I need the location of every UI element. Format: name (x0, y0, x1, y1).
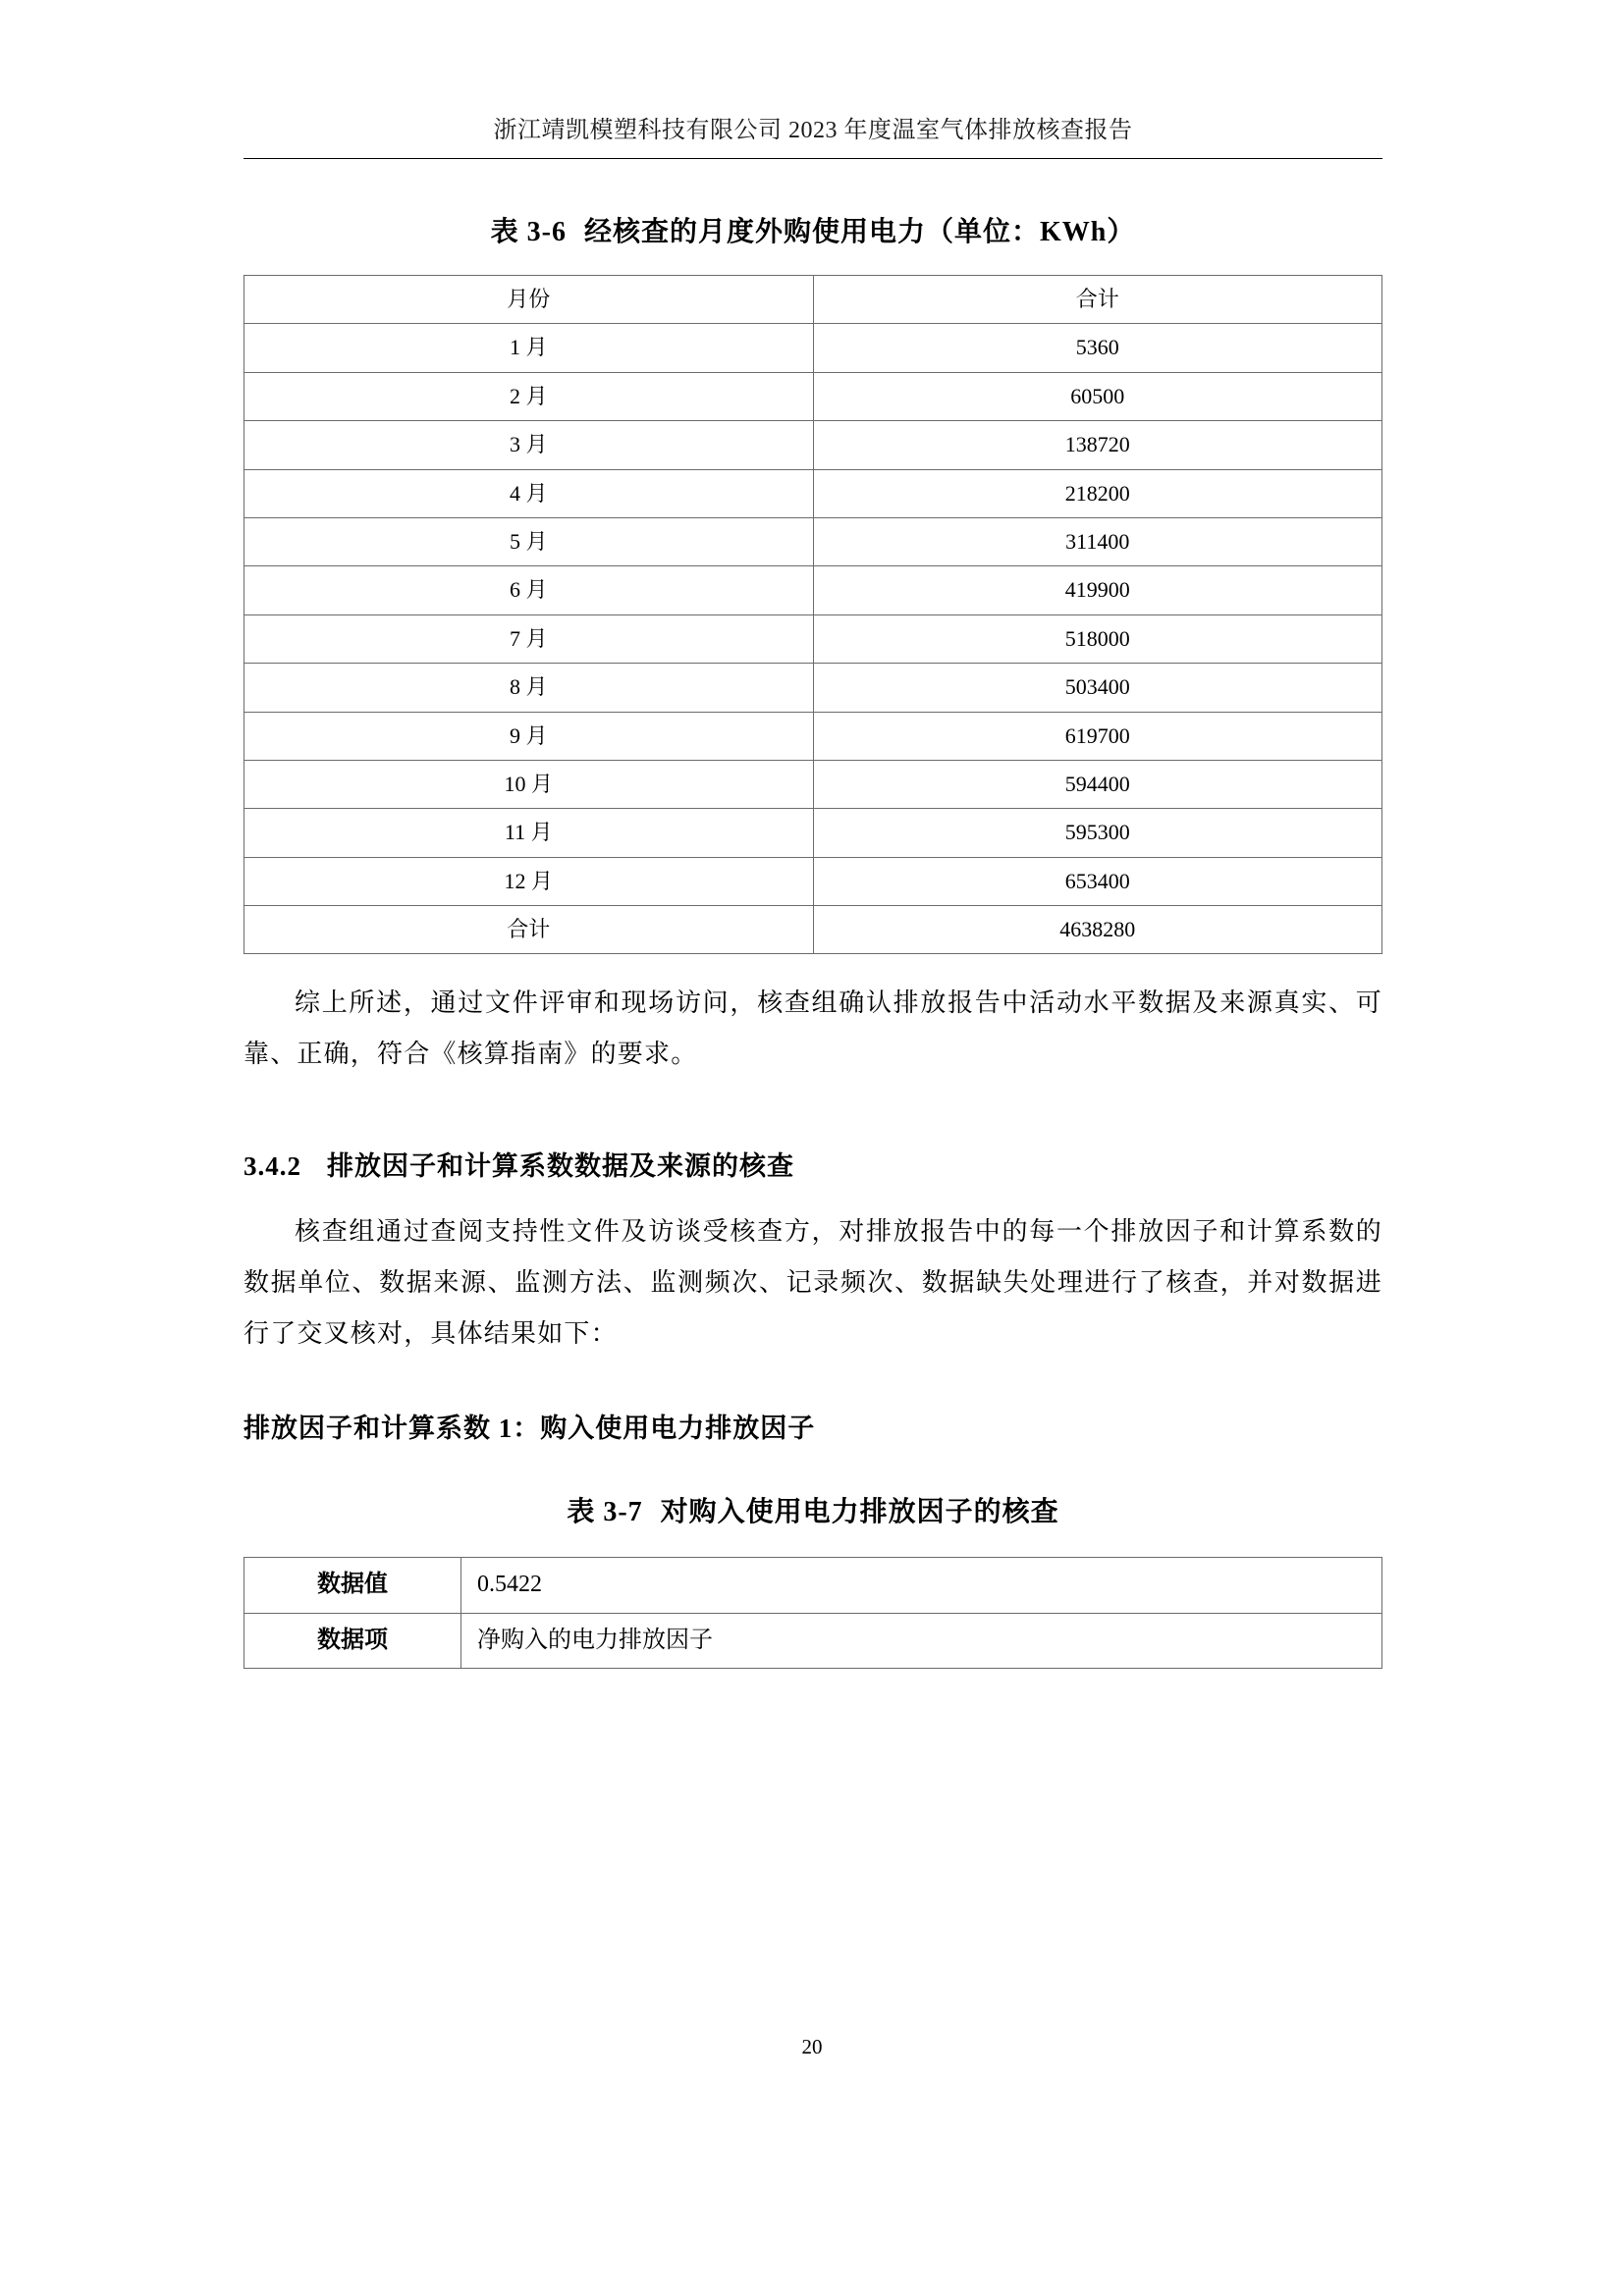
table-row (244, 857, 1382, 905)
header-divider (244, 158, 1382, 159)
subheading-factor-1: 排放因子和计算系数 1：购入使用电力排放因子 (244, 1414, 816, 1444)
cell-value: 138720 (813, 421, 1382, 469)
table-row (244, 421, 1382, 469)
paragraph-verification-method: 核查组通过查阅支持性文件及访谈受核查方，对排放报告中的每一个排放因子和计算系数的数据单位、数据来源、监测方法、监测频次、记录频次、数据缺失处理进行了核查，并对数据进行了交叉核对，具体结果如下： (244, 1217, 1382, 1349)
table-3-6-caption-text: 经核查的月度外购使用电力（单位：KWh） (583, 217, 1136, 247)
cell-month: 8 月 (244, 664, 814, 712)
page-content (244, 0, 1382, 1669)
row-value-data-value: 0.5422 (461, 1558, 1382, 1613)
table-3-7-caption-text: 对购入使用电力排放因子的核查 (660, 1497, 1059, 1528)
table-row (244, 1558, 1382, 1613)
cell-value: 653400 (813, 857, 1382, 905)
paragraph-summary: 综上所述，通过文件评审和现场访问，核查组确认排放报告中活动水平数据及来源真实、可靠、正确，符合《核算指南》的要求。 (244, 988, 1382, 1069)
cell-month: 3 月 (244, 421, 814, 469)
cell-value: 4638280 (813, 906, 1382, 954)
cell-month: 11 月 (244, 809, 814, 857)
row-label-data-value: 数据值 (244, 1558, 461, 1613)
table-row (244, 566, 1382, 614)
table-row (244, 712, 1382, 760)
row-label-data-item: 数据项 (244, 1613, 461, 1668)
cell-value: 594400 (813, 760, 1382, 808)
cell-value: 595300 (813, 809, 1382, 857)
table-row (244, 1613, 1382, 1668)
cell-month: 4 月 (244, 469, 814, 517)
cell-month: 5 月 (244, 517, 814, 565)
cell-month: 2 月 (244, 372, 814, 420)
table-row (244, 469, 1382, 517)
cell-value: 419900 (813, 566, 1382, 614)
cell-month: 6 月 (244, 566, 814, 614)
column-header-total: 合计 (813, 276, 1382, 324)
row-value-data-item: 净购入的电力排放因子 (461, 1613, 1382, 1668)
page-number: 20 (801, 2035, 823, 2058)
cell-month: 9 月 (244, 712, 814, 760)
table-3-7-body (244, 1558, 1382, 1668)
table-row (244, 372, 1382, 420)
section-heading-3-4-2 (244, 1145, 1382, 1183)
section-title: 排放因子和计算系数数据及来源的核查 (327, 1151, 794, 1182)
cell-value: 60500 (813, 372, 1382, 420)
table-3-7-caption-number: 表 3-7 (567, 1497, 643, 1528)
table-3-6 (244, 275, 1382, 954)
table-row (244, 517, 1382, 565)
table-row-total (244, 906, 1382, 954)
table-3-7-caption (244, 1490, 1382, 1529)
cell-value: 311400 (813, 517, 1382, 565)
cell-month: 1 月 (244, 324, 814, 372)
table-header-row (244, 276, 1382, 324)
cell-value: 218200 (813, 469, 1382, 517)
cell-month: 合计 (244, 906, 814, 954)
table-3-6-body (244, 324, 1382, 954)
table-row (244, 809, 1382, 857)
column-header-month: 月份 (244, 276, 814, 324)
cell-month: 7 月 (244, 614, 814, 663)
table-row (244, 664, 1382, 712)
cell-month: 12 月 (244, 857, 814, 905)
cell-value: 518000 (813, 614, 1382, 663)
table-3-7 (244, 1557, 1382, 1668)
table-row (244, 614, 1382, 663)
cell-value: 503400 (813, 664, 1382, 712)
table-3-6-caption-number: 表 3-6 (490, 217, 567, 247)
table-3-6-caption (244, 210, 1382, 249)
running-header (244, 0, 1382, 159)
cell-value: 5360 (813, 324, 1382, 372)
table-row (244, 324, 1382, 372)
cell-month: 10 月 (244, 760, 814, 808)
section-number: 3.4.2 (244, 1151, 301, 1182)
table-row (244, 760, 1382, 808)
cell-value: 619700 (813, 712, 1382, 760)
running-header-text: 浙江靖凯模塑科技有限公司 2023 年度温室气体排放核查报告 (493, 118, 1133, 143)
